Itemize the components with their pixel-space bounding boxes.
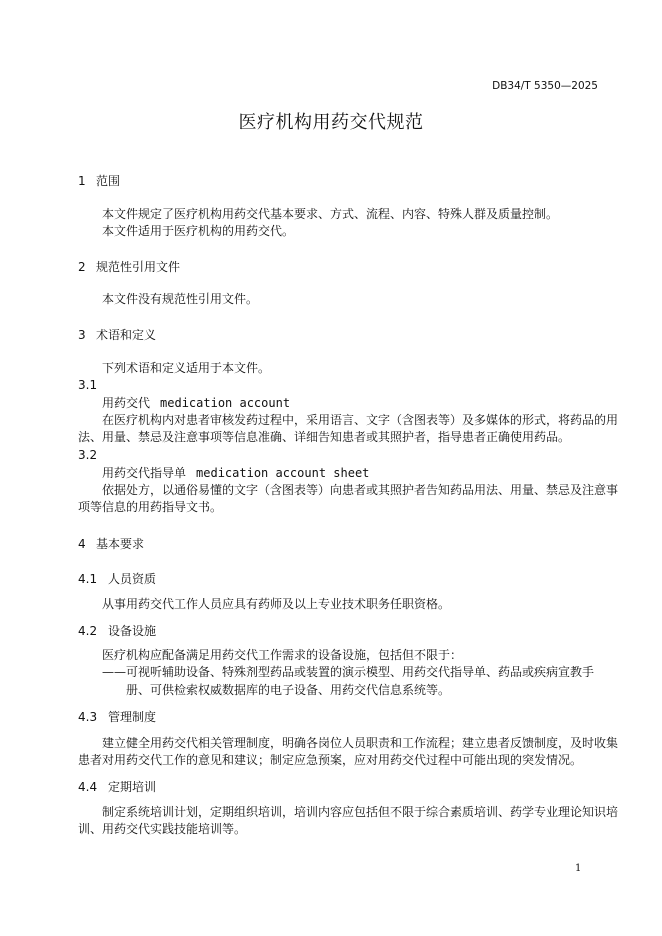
section-1-heading <box>78 172 120 189</box>
subsection-title: 设备设施 <box>108 624 157 638</box>
subsection-4-3-heading <box>78 708 156 725</box>
section-number: 4 <box>78 537 86 551</box>
subsection-title: 人员资质 <box>108 572 157 586</box>
paragraph-line: 制定系统培训计划，定期组织培训，培训内容应包括但不限于综合素质培训、药学专业理论知识培 <box>102 805 619 819</box>
section-title: 术语和定义 <box>96 328 157 342</box>
paragraph: 从事用药交代工作人员应具有药师及以上专业技术职务任职资格。 <box>102 597 451 611</box>
list-item-line: ——可视听辅助设备、特殊剂型药品或装置的演示模型、用药交代指导单、药品或疾病宣教手 <box>102 665 595 679</box>
subsection-number: 4.3 <box>78 710 98 724</box>
subsection-4-2-heading <box>78 622 156 639</box>
definition-line: 法、用量、禁忌及注意事项等信息准确、详细告知患者或其照护者，指导患者正确使用药品。 <box>78 430 571 444</box>
subsection-number: 4.4 <box>78 780 98 794</box>
section-number: 3 <box>78 328 86 342</box>
page-number: 1 <box>575 863 582 874</box>
document-title: 医疗机构用药交代规范 <box>238 112 424 133</box>
subsection-title: 定期培训 <box>108 780 157 794</box>
term-entry <box>102 464 369 481</box>
subsection-4-1-heading <box>78 570 156 587</box>
subsection-number: 4.1 <box>78 572 98 586</box>
subsection-4-4-heading <box>78 778 156 795</box>
paragraph: 本文件没有规范性引用文件。 <box>102 292 259 306</box>
term-entry <box>102 394 290 411</box>
subsection-number: 4.2 <box>78 624 98 638</box>
term-zh: 用药交代 <box>102 396 151 410</box>
document-code: DB34/T 5350—2025 <box>492 80 598 92</box>
paragraph-line: 训、用药交代实践技能培训等。 <box>78 822 247 836</box>
paragraph-line: 患者对用药交代工作的意见和建议；制定应急预案，应对用药交代过程中可能出现的突发情况。 <box>78 753 583 767</box>
paragraph: 本文件适用于医疗机构的用药交代。 <box>102 224 295 238</box>
paragraph: 医疗机构应配备满足用药交代工作需求的设备设施，包括但不限于： <box>102 648 463 662</box>
definition-line: 在医疗机构内对患者审核发药过程中，采用语言、文字（含图表等）及多媒体的形式，将药品的用 <box>102 413 619 427</box>
section-number: 2 <box>78 260 86 274</box>
paragraph: 本文件规定了医疗机构用药交代基本要求、方式、流程、内容、特殊人群及质量控制。 <box>102 207 559 221</box>
paragraph-line: 建立健全用药交代相关管理制度，明确各岗位人员职责和工作流程；建立患者反馈制度，及时收集 <box>102 736 619 750</box>
term-en: medication account sheet <box>196 466 370 480</box>
definition-line: 项等信息的用药指导文书。 <box>78 500 223 514</box>
term-number: 3.1 <box>78 378 98 392</box>
section-title: 范围 <box>96 174 121 188</box>
subsection-title: 管理制度 <box>108 710 157 724</box>
definition-line: 依据处方，以通俗易懂的文字（含图表等）向患者或其照护者告知药品用法、用量、禁忌及注意事 <box>102 483 619 497</box>
section-title: 基本要求 <box>96 537 145 551</box>
section-4-heading <box>78 535 144 552</box>
term-number: 3.2 <box>78 448 98 462</box>
paragraph: 下列术语和定义适用于本文件。 <box>102 361 271 375</box>
section-number: 1 <box>78 174 86 188</box>
section-2-heading <box>78 258 180 275</box>
term-en: medication account <box>160 396 291 410</box>
section-title: 规范性引用文件 <box>96 260 181 274</box>
term-zh: 用药交代指导单 <box>102 466 187 480</box>
section-3-heading <box>78 326 156 343</box>
list-item-line: 册、可供检索权威数据库的电子设备、用药交代信息系统等。 <box>126 683 451 697</box>
